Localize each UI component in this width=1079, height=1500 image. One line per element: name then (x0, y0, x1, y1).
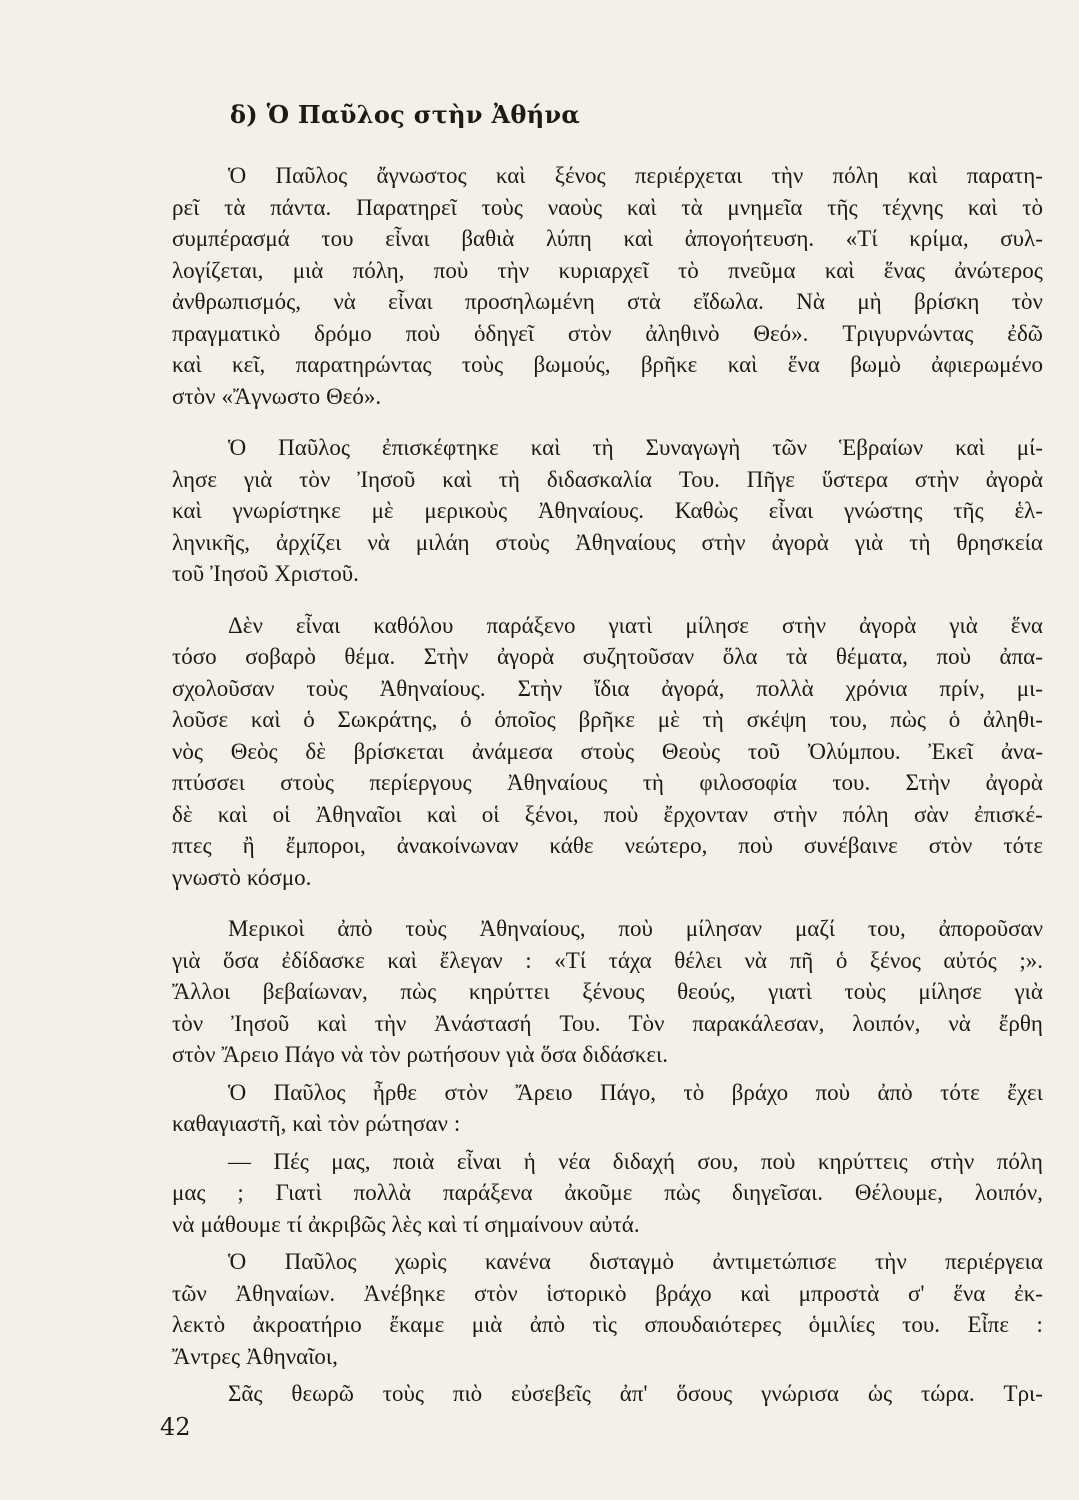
paragraph-gap (172, 893, 1043, 913)
paragraph (172, 1077, 1043, 1140)
paragraph-gap (172, 412, 1043, 432)
paragraph (172, 1146, 1043, 1241)
text-line: Ἄλλοι βεβαίωναν, πὼς κηρύττει ξένους θεούς, γιατὶ τοὺς μίλησε γιὰ (172, 979, 1043, 1004)
text-line: καὶ κεῖ, παρατηρώντας τοὺς βωμούς, βρῆκε καὶ ἕνα βωμὸ ἀφιερωμένο (172, 352, 1043, 377)
text-line: Ὁ Παῦλος ἦρθε στὸν Ἄρειο Πάγο, τὸ βράχο ποὺ ἀπὸ τότε ἔχει (228, 1079, 1043, 1105)
text-line: Ὁ Παῦλος ἐπισκέφτηκε καὶ τὴ Συναγωγὴ τῶν Ἑβραίων καὶ μί- (228, 435, 1043, 460)
text-line: δὲ καὶ οἱ Ἀθηναῖοι καὶ οἱ ξένοι, ποὺ ἔρχονταν στὴν πόλη σὰν ἐπισκέ- (172, 801, 1043, 827)
text-line: Ὁ Παῦλος ἄγνωστος καὶ ξένος περιέρχεται τὴν πόλη καὶ παρατη- (228, 163, 1043, 188)
text-line: καθαγιαστῆ, καὶ τὸν ρώτησαν : (172, 1111, 461, 1136)
text-line: γνωστὸ κόσμο. (172, 864, 312, 890)
text-line: Μερικοὶ ἀπὸ τοὺς Ἀθηναίους, ποὺ μίλησαν μαζί του, ἀποροῦσαν (228, 916, 1043, 941)
text-line: μας ; Γιατὶ πολλὰ παράξενα ἀκοῦμε πὼς διηγεῖσαι. Θέλουμε, λοιπόν, (172, 1180, 1043, 1205)
text-line: ρεῖ τὰ πάντα. Παρατηρεῖ τοὺς ναοὺς καὶ τὰ μνημεῖα τῆς τέχνης καὶ τὸ (172, 194, 1043, 220)
text-line: Σᾶς θεωρῶ τοὺς πιὸ εὐσεβεῖς ἀπ' ὅσους γνώρισα ὡς τώρα. Τρι- (228, 1381, 1043, 1406)
paragraph (172, 160, 1043, 412)
paragraph-gap (172, 590, 1043, 610)
text-line: τόσο σοβαρὸ θέμα. Στὴν ἀγορὰ συζητοῦσαν ὅλα τὰ θέματα, ποὺ ἀπα- (172, 644, 1043, 669)
text-line: πραγματικὸ δρόμο ποὺ ὁδηγεῖ στὸν ἀληθινὸ Θεό». Τριγυρνώντας ἐδῶ (172, 320, 1043, 346)
text-line: στὸν Ἄρειο Πάγο νὰ τὸν ρωτήσουν γιὰ ὅσα διδάσκει. (172, 1042, 668, 1067)
text-line: τῶν Ἀθηναίων. Ἀνέβηκε στὸν ἱστορικὸ βράχο καὶ μπροστὰ σ' ἕνα ἐκ- (172, 1280, 1043, 1306)
text-line: νὰ μάθουμε τί ἀκριβῶς λὲς καὶ τί σημαίνουν αὐτά. (172, 1211, 640, 1237)
text-line: λησε γιὰ τὸν Ἰησοῦ καὶ τὴ διδασκαλία Του. Πῆγε ὕστερα στὴν ἀγορὰ (172, 466, 1043, 492)
text-line: πτες ἢ ἔμποροι, ἀνακοίνωναν κάθε νεώτερο, ποὺ συνέβαινε στὸν τότε (172, 833, 1043, 858)
text-line: Δὲν εἶναι καθόλου παράξενο γιατὶ μίλησε στὴν ἀγορὰ γιὰ ἕνα (228, 612, 1043, 638)
page-number: 42 (160, 1413, 191, 1441)
paragraph (172, 432, 1043, 590)
text-line: συμπέρασμά του εἶναι βαθιὰ λύπη καὶ ἀπογοήτευση. «Τί κρίμα, συλ- (172, 226, 1043, 251)
text-line: — Πές μας, ποιὰ εἶναι ἡ νέα διδαχή σου, ποὺ κηρύττεις στὴν πόλη (228, 1148, 1043, 1174)
text-line: λοῦσε καὶ ὁ Σωκράτης, ὁ ὁποῖος βρῆκε μὲ τὴ σκέψη του, πὼς ὁ ἀληθι- (172, 707, 1043, 732)
text-line: Ὁ Παῦλος χωρὶς κανένα δισταγμὸ ἀντιμετώπισε τὴν περιέργεια (228, 1249, 1043, 1274)
paragraph (172, 1246, 1043, 1372)
text-line: στὸν «Ἄγνωστο Θεό». (172, 383, 382, 409)
text-line: νὸς Θεὸς δὲ βρίσκεται ἀνάμεσα στοὺς Θεοὺς τοῦ Ὀλύμπου. Ἐκεῖ ἀνα- (172, 738, 1043, 764)
text-line: Ἄντρες Ἀθηναῖοι, (172, 1343, 338, 1369)
text-line: τὸν Ἰησοῦ καὶ τὴν Ἀνάστασή Του. Τὸν παρακάλεσαν, λοιπόν, νὰ ἔρθη (172, 1010, 1043, 1036)
text-line: σχολοῦσαν τοὺς Ἀθηναίους. Στὴν ἴδια ἀγορά, πολλὰ χρόνια πρίν, μι- (172, 675, 1043, 701)
text-line: λεκτὸ ἀκροατήριο ἔκαμε μιὰ ἀπὸ τὶς σπουδαιότερες ὁμιλίες του. Εἶπε : (172, 1312, 1043, 1337)
text-line: πτύσσει στοὺς περίεργους Ἀθηναίους τὴ φιλοσοφία του. Στὴν ἀγορὰ (172, 770, 1043, 795)
text-line: ἀνθρωπισμός, νὰ εἶναι προσηλωμένη στὰ εἴδωλα. Νὰ μὴ βρίσκη τὸν (172, 289, 1043, 314)
text-line: τοῦ Ἰησοῦ Χριστοῦ. (172, 561, 359, 586)
paragraph (172, 1378, 1043, 1410)
text-line: γιὰ ὅσα ἐδίδασκε καὶ ἔλεγαν : «Τί τάχα θέλει νὰ πῆ ὁ ξένος αὐτός ;». (172, 947, 1043, 973)
text-line: ληνικῆς, ἀρχίζει νὰ μιλάη στοὺς Ἀθηναίους στὴν ἀγορὰ γιὰ τὴ θρησκεία (172, 529, 1043, 555)
paragraph (172, 913, 1043, 1071)
section-heading: δ) Ὁ Παῦλος στὴν Ἀθήνα (230, 100, 581, 129)
paragraph (172, 610, 1043, 894)
text-line: λογίζεται, μιὰ πόλη, ποὺ τὴν κυριαρχεῖ τὸ πνεῦμα καὶ ἕνας ἀνώτερος (172, 257, 1043, 283)
text-line: καὶ γνωρίστηκε μὲ μερικοὺς Ἀθηναίους. Καθὼς εἶναι γνώστης τῆς ἑλ- (172, 498, 1043, 523)
body-text (172, 160, 1043, 1410)
